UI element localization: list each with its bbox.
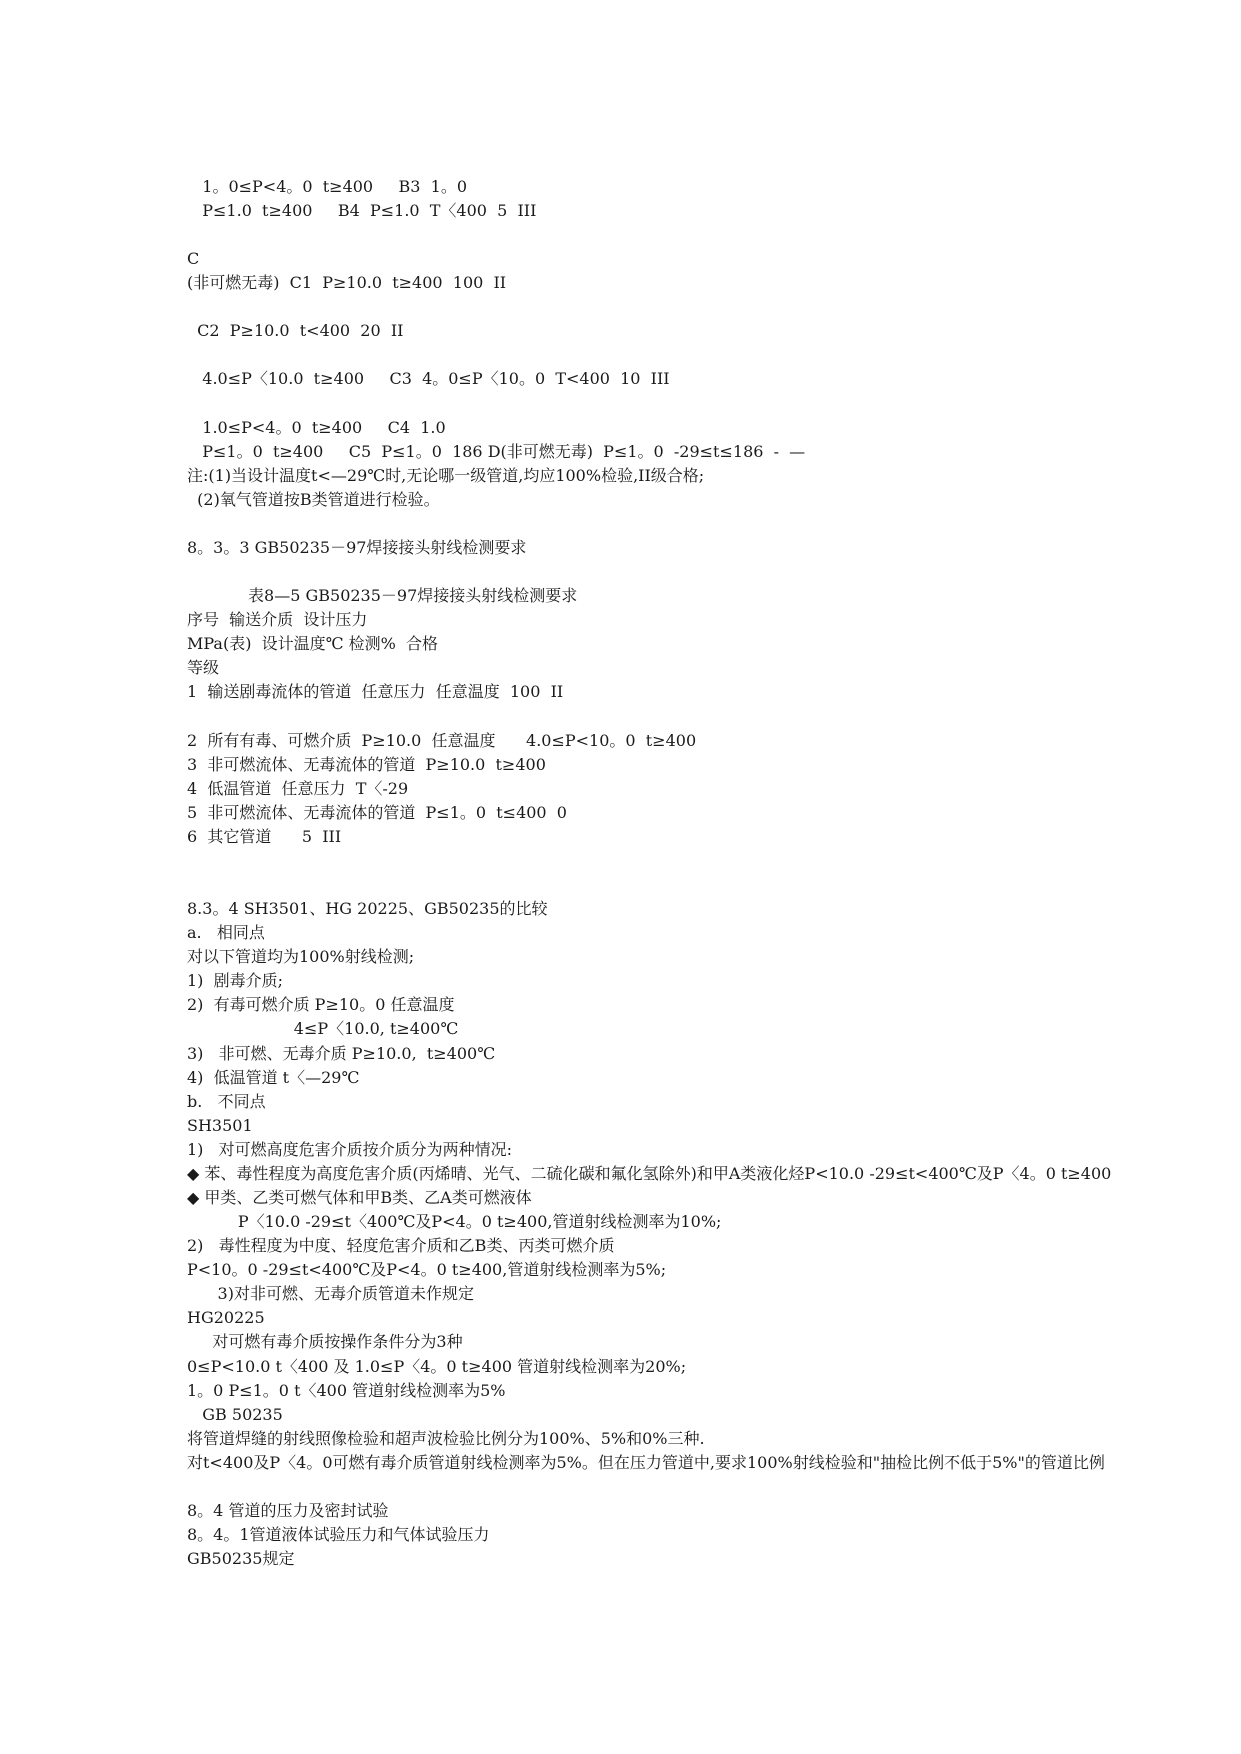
table-row: 1 输送剧毒流体的管道 任意压力 任意温度 100 II xyxy=(187,682,564,701)
text-line: P≤1。0 t≥400 C5 P≤1。0 186 D(非可燃无毒) P≤1。0 -29≤t≤186 - — xyxy=(187,442,806,461)
table-caption: 表8—5 GB50235－97焊接接头射线检测要求 xyxy=(187,586,578,605)
list-item: 2) 有毒可燃介质 P≥10。0 任意温度 xyxy=(187,995,455,1014)
text-line: GB50235规定 xyxy=(187,1549,295,1568)
table-row: 2 所有有毒、可燃介质 P≥10.0 任意温度 4.0≤P<10。0 t≥400 xyxy=(187,731,697,750)
list-item: 2) 毒性程度为中度、轻度危害介质和乙B类、丙类可燃介质 xyxy=(187,1236,615,1255)
text-line: P≤1.0 t≥400 B4 P≤1.0 T〈400 5 III xyxy=(187,201,537,220)
text-line: 将管道焊缝的射线照像检验和超声波检验比例分为100%、5%和0%三种. xyxy=(187,1429,705,1448)
bullet-item: ◆ 苯、毒性程度为高度危害介质(丙烯晴、光气、二硫化碳和氟化氢除外)和甲A类液化烃P<10.0 -29≤t<400℃及P〈4。0 t≥400 xyxy=(187,1164,1112,1183)
text-line: 对可燃有毒介质按操作条件分为3种 xyxy=(187,1332,463,1351)
bullet-item: ◆ 甲类、乙类可燃气体和甲B类、乙A类可燃液体 xyxy=(187,1188,532,1207)
text-line: b. 不同点 xyxy=(187,1092,266,1111)
table-row: 3 非可燃流体、无毒流体的管道 P≥10.0 t≥400 xyxy=(187,755,546,774)
text-line: 0≤P<10.0 t〈400 及 1.0≤P〈4。0 t≥400 管道射线检测率为20%; xyxy=(187,1357,687,1376)
section-heading: 8。3。3 GB50235－97焊接接头射线检测要求 xyxy=(187,538,527,557)
text-line: 对以下管道均为100%射线检测; xyxy=(187,947,415,966)
note-line: (2)氧气管道按B类管道进行检验。 xyxy=(187,490,440,509)
text-line: 1。0 P≤1。0 t〈400 管道射线检测率为5% xyxy=(187,1381,506,1400)
text-line: 对t<400及P〈4。0可燃有毒介质管道射线检测率为5%。但在压力管道中,要求100%射线检验和"抽检比例不低于5%"的管道比例 xyxy=(187,1453,1105,1472)
text-line: 4.0≤P〈10.0 t≥400 C3 4。0≤P〈10。0 T<400 10 III xyxy=(187,369,670,388)
table-row: 5 非可燃流体、无毒流体的管道 P≤1。0 t≤400 0 xyxy=(187,803,567,822)
table-header: 序号 输送介质 设计压力 xyxy=(187,610,368,629)
text-line: (非可燃无毒) C1 P≥10.0 t≥400 100 II xyxy=(187,273,507,292)
list-item: 1) 对可燃高度危害介质按介质分为两种情况: xyxy=(187,1140,513,1159)
table-row: 4 低温管道 任意压力 T〈-29 xyxy=(187,779,409,798)
list-item: 1) 剧毒介质; xyxy=(187,971,283,990)
text-line: P〈10.0 -29≤t〈400℃及P<4。0 t≥400,管道射线检测率为10%; xyxy=(187,1212,722,1231)
section-heading: 8.3。4 SH3501、HG 20225、GB50235的比较 xyxy=(187,899,548,918)
text-line: HG20225 xyxy=(187,1308,265,1327)
list-item: 4≤P〈10.0, t≥400℃ xyxy=(187,1019,459,1038)
text-line: C2 P≥10.0 t<400 20 II xyxy=(187,321,404,340)
text-line: P<10。0 -29≤t<400℃及P<4。0 t≥400,管道射线检测率为5%; xyxy=(187,1260,667,1279)
text-line: SH3501 xyxy=(187,1116,253,1135)
list-item: 4) 低温管道 t〈—29℃ xyxy=(187,1068,360,1087)
table-header: 等级 xyxy=(187,658,220,677)
list-item: 3) 非可燃、无毒介质 P≥10.0, t≥400℃ xyxy=(187,1044,496,1063)
table-row: 6 其它管道 5 III xyxy=(187,827,342,846)
note-line: 注:(1)当设计温度t<—29℃时,无论哪一级管道,均应100%检验,II级合格; xyxy=(187,466,705,485)
text-line: a. 相同点 xyxy=(187,923,265,942)
list-item: 3)对非可燃、无毒介质管道未作规定 xyxy=(187,1284,474,1303)
section-heading: 8。4。1管道液体试验压力和气体试验压力 xyxy=(187,1525,490,1544)
table-header: MPa(表) 设计温度℃ 检测% 合格 xyxy=(187,634,438,653)
section-heading: 8。4 管道的压力及密封试验 xyxy=(187,1501,389,1520)
text-line: 1。0≤P<4。0 t≥400 B3 1。0 xyxy=(187,177,468,196)
text-line: 1.0≤P<4。0 t≥400 C4 1.0 xyxy=(187,418,446,437)
text-line: GB 50235 xyxy=(187,1405,283,1424)
text-line: C xyxy=(187,249,200,268)
